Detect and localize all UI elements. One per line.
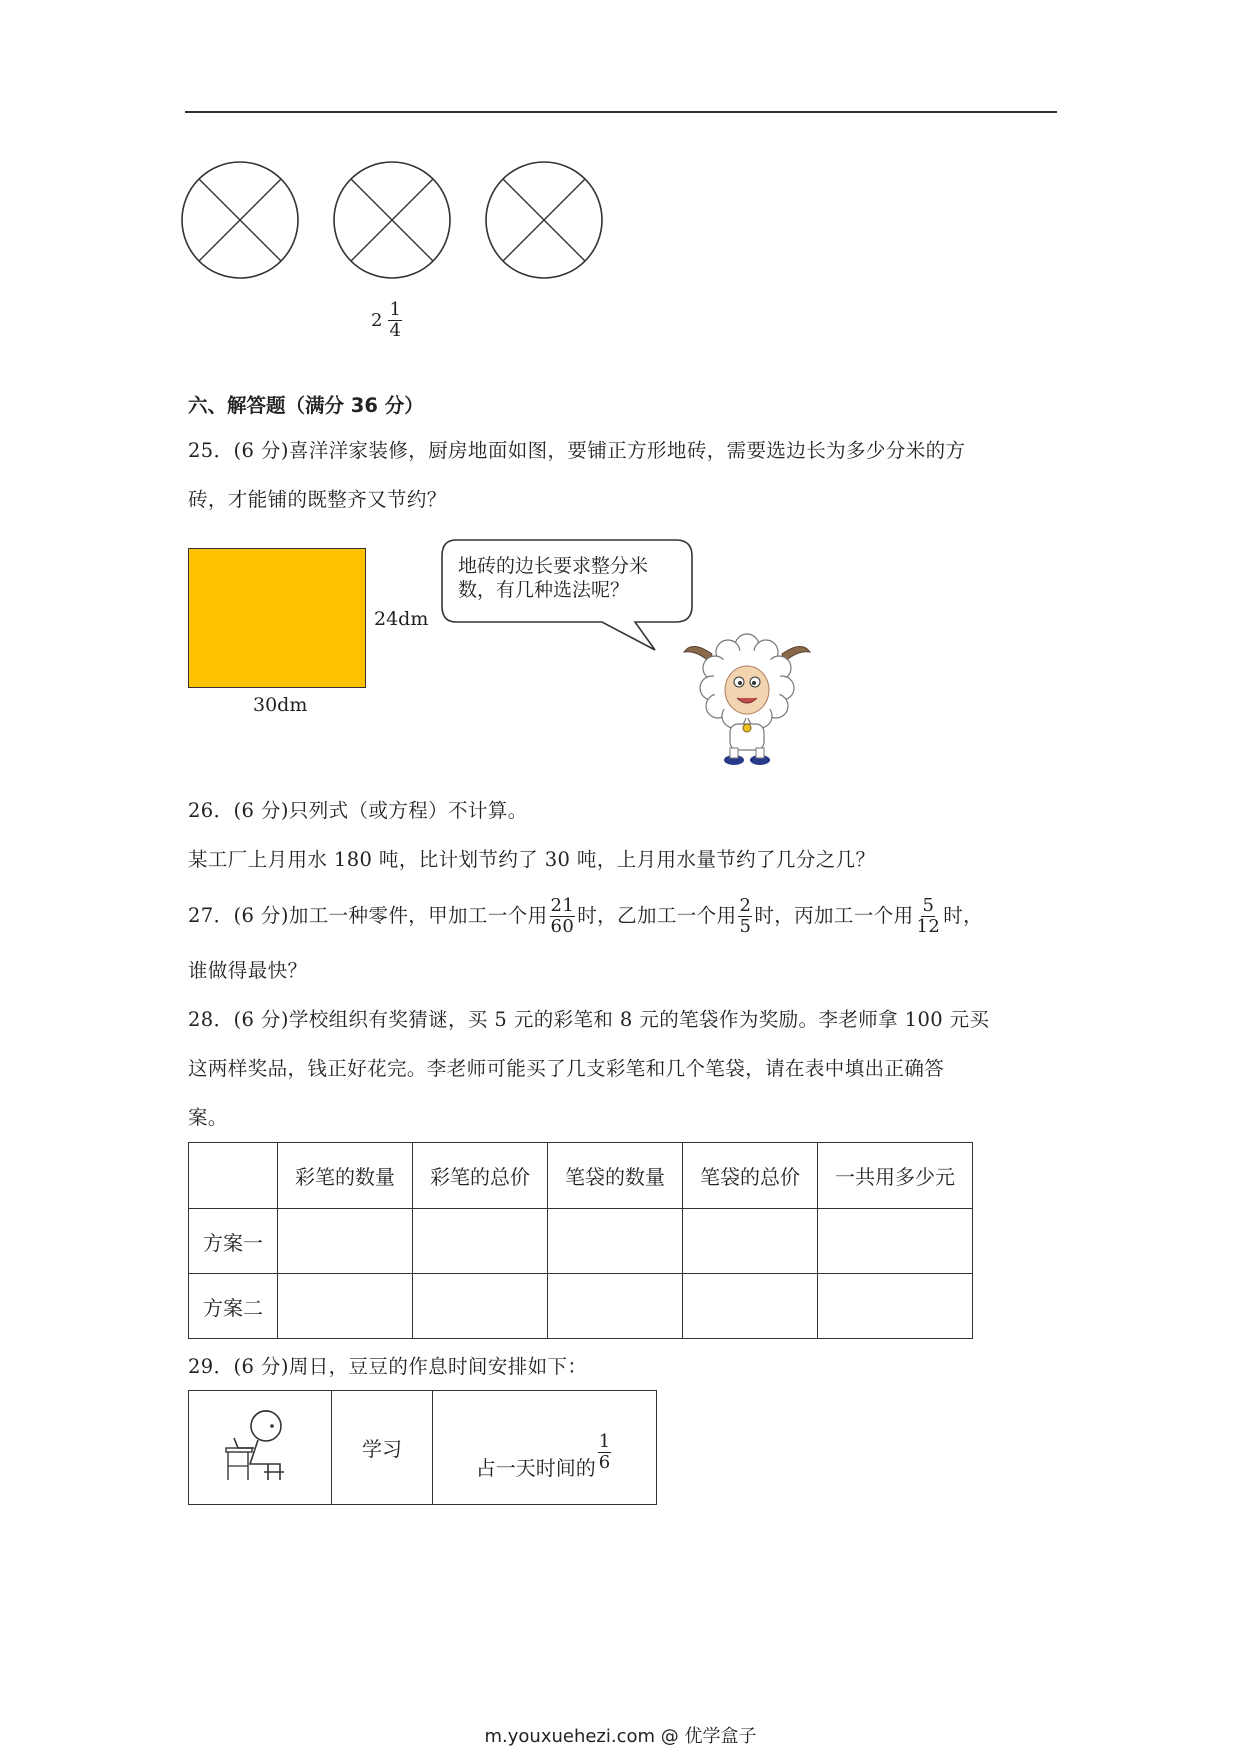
answer-cell[interactable] xyxy=(278,1209,413,1274)
studying-child-icon xyxy=(220,1404,300,1486)
circle-2 xyxy=(334,162,450,278)
q27-frac1 xyxy=(550,896,576,937)
q28-line2: 这两样奖品，钱正好花完。李老师可能买了几支彩笔和几个笔袋，请在表中填出正确答 xyxy=(188,1057,945,1080)
table-header-cell: 笔袋的总价 xyxy=(683,1143,818,1209)
time-share-text: 占一天时间的 xyxy=(475,1455,596,1480)
q27-part2: 时，乙加工一个用 xyxy=(577,904,737,927)
answer-cell[interactable] xyxy=(818,1274,973,1339)
answer-cell[interactable] xyxy=(413,1209,548,1274)
circles-figure xyxy=(180,160,620,285)
header-rule xyxy=(185,111,1057,113)
answer-cell[interactable] xyxy=(278,1274,413,1339)
table-header-cell xyxy=(189,1143,278,1209)
table-row xyxy=(189,1209,973,1274)
q27-part1: 27．(6 分)加工一种零件，甲加工一个用 xyxy=(188,904,548,927)
footer-watermark: m.youxuehezi.com @ 优学盒子 xyxy=(484,1726,757,1747)
time-share-num: 1 xyxy=(598,1430,611,1452)
answer-cell[interactable] xyxy=(818,1209,973,1274)
bubble-line1: 地砖的边长要求整分米 xyxy=(458,555,649,577)
q28-line1: 28．(6 分)学校组织有奖猜谜，买 5 元的彩笔和 8 元的笔袋作为奖励。李老师拿 100 元买 xyxy=(188,1008,990,1031)
q27-frac3-num: 5 xyxy=(922,894,935,916)
row-label-plan-2: 方案二 xyxy=(189,1274,278,1339)
q25-line1: 25．(6 分)喜洋洋家装修，厨房地面如图，要铺正方形地砖，需要选边长为多少分米的方 xyxy=(188,439,966,462)
table-header-cell: 彩笔的数量 xyxy=(278,1143,413,1209)
bubble-text xyxy=(458,554,648,602)
mixed-fraction xyxy=(388,300,401,341)
mixed-whole: 2 xyxy=(371,310,383,331)
q27-frac3 xyxy=(916,896,942,937)
label-bottom: 30dm xyxy=(253,694,308,716)
q27-frac1-num: 21 xyxy=(550,894,575,916)
time-share-fraction xyxy=(598,1432,611,1473)
q27-frac2 xyxy=(738,896,752,937)
table-header-cell: 一共用多少元 xyxy=(818,1143,973,1209)
q27-line1 xyxy=(188,890,983,942)
q27-frac3-den: 12 xyxy=(916,915,941,937)
q27-part3: 时，丙加工一个用 xyxy=(754,904,914,927)
q26-line2: 某工厂上月用水 180 吨，比计划节约了 30 吨，上月用水量节约了几分之几？ xyxy=(188,848,876,871)
table-header-cell: 笔袋的数量 xyxy=(548,1143,683,1209)
circle-3 xyxy=(486,162,602,278)
row-label-plan-1: 方案一 xyxy=(189,1209,278,1274)
q29-schedule-table xyxy=(188,1390,657,1505)
time-share-cell xyxy=(433,1391,657,1505)
q27-frac1-den: 60 xyxy=(550,915,575,937)
table-row xyxy=(189,1274,973,1339)
bubble-line2: 数，有几种选法呢？ xyxy=(458,579,630,601)
q27-line2: 谁做得最快？ xyxy=(188,959,308,982)
q29-line1: 29．(6 分)周日，豆豆的作息时间安排如下： xyxy=(188,1355,588,1378)
q28-line3: 案。 xyxy=(188,1106,228,1129)
answer-cell[interactable] xyxy=(683,1209,818,1274)
q27-frac2-num: 2 xyxy=(739,894,752,916)
circle-1 xyxy=(182,162,298,278)
schedule-row xyxy=(189,1391,657,1505)
mixed-numerator: 1 xyxy=(389,299,401,320)
table-header-row xyxy=(189,1143,973,1209)
q26-line1: 26．(6 分)只列式（或方程）不计算。 xyxy=(188,799,528,822)
answer-cell[interactable] xyxy=(548,1209,683,1274)
sheep-character-illustration xyxy=(682,632,812,770)
q27-frac2-den: 5 xyxy=(739,915,752,937)
time-share-content xyxy=(433,1413,656,1483)
table-header-cell: 彩笔的总价 xyxy=(413,1143,548,1209)
q27-part4: 时， xyxy=(943,904,984,927)
answer-cell[interactable] xyxy=(413,1274,548,1339)
q25-line2: 砖，才能铺的既整齐又节约？ xyxy=(188,488,447,511)
activity-cell: 学习 xyxy=(332,1391,433,1505)
study-illustration-cell xyxy=(189,1391,332,1505)
mixed-denominator: 4 xyxy=(389,320,401,341)
mixed-number xyxy=(371,300,404,341)
label-side: 24dm xyxy=(374,608,429,630)
time-share-den: 6 xyxy=(598,1451,611,1473)
answer-cell[interactable] xyxy=(683,1274,818,1339)
q28-answer-table xyxy=(188,1142,973,1339)
kitchen-floor-rect xyxy=(188,548,366,688)
answer-cell[interactable] xyxy=(548,1274,683,1339)
section-heading: 六、解答题（满分 36 分） xyxy=(188,394,424,417)
